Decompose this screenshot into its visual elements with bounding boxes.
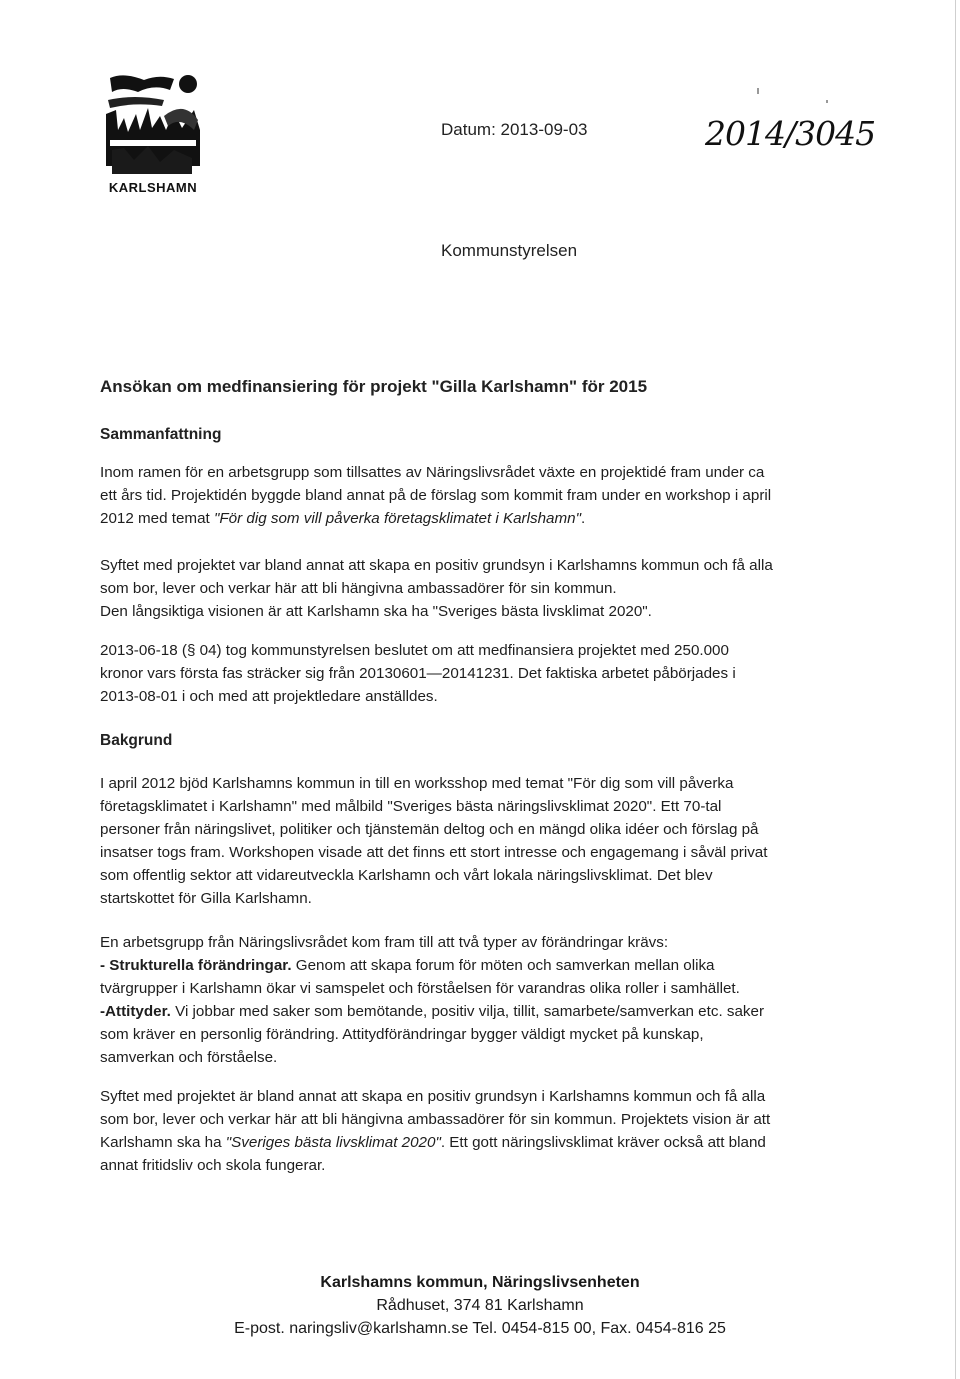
- text-line: 2013-08-01 i och med att projektledare anställdes.: [100, 688, 438, 705]
- text-line: [100, 1131, 860, 1154]
- text-line: som offentlig sektor att vidareutveckla Karlshamn och vårt lokala näringslivsklimat. Det blev: [100, 867, 713, 884]
- handwritten-diary-number: 2014/3045: [705, 114, 876, 153]
- text-line: Den långsiktiga visionen är att Karlshamn ska ha "Sveriges bästa livsklimat 2020".: [100, 603, 652, 620]
- background-paragraph-2: [100, 931, 860, 1069]
- scan-speck: [757, 88, 759, 94]
- text-line: [100, 507, 860, 530]
- scan-speck: [826, 100, 828, 103]
- text-line: ett års tid. Projektidén byggde bland annat på de förslag som kommit fram under en workshop i april: [100, 487, 772, 504]
- text-line: tvärgrupper i Karlshamn ökar vi samspelet och förståelsen för varandras olika roller i samhället.: [100, 980, 740, 997]
- text-run: . Ett gott näringslivsklimat kräver också att bland: [440, 1134, 766, 1151]
- document-date: Datum: 2013-09-03: [441, 120, 588, 139]
- text-line: kronor vars första fas sträcker sig från 20130601—20141231. Det faktiska arbetet påbörjades i: [100, 665, 736, 682]
- summary-paragraph-3: [100, 639, 860, 708]
- text-run: Karlshamn ska ha: [100, 1134, 226, 1151]
- summary-paragraph-1: [100, 461, 860, 530]
- footer-address: Rådhuset, 374 81 Karlshamn: [376, 1297, 584, 1314]
- text-line: En arbetsgrupp från Näringslivsrådet kom fram till att två typer av förändringar krävs:: [100, 934, 669, 951]
- text-line: insatser togs fram. Workshopen visade att det finns ett stort intresse och engagemang i såväl privat: [100, 844, 768, 861]
- text-run: Genom att skapa forum för möten och samverkan mellan olika: [291, 957, 715, 974]
- karlshamn-logo: [104, 70, 202, 196]
- text-line: som kräver en personlig förändring. Attitydförändringar bygger väldigt mycket på kunskap,: [100, 1026, 704, 1043]
- workshop-theme-italic: "För dig som vill påverka företagsklimatet i Karlshamn": [213, 510, 581, 527]
- text-run: 2012 med temat: [100, 510, 214, 527]
- text-line: företagsklimatet i Karlshamn" med målbild "Sveriges bästa näringslivsklimat 2020". Ett 70-tal: [100, 798, 722, 815]
- text-line: Syftet med projektet var bland annat att skapa en positiv grundsyn i Karlshamns kommun och få alla: [100, 557, 773, 574]
- text-line: [100, 954, 860, 977]
- summary-paragraph-2: [100, 554, 860, 623]
- text-line: startskottet för Gilla Karlshamn.: [100, 890, 312, 907]
- text-line: personer från näringslivet, politiker och tjänstemän deltog och en mängd olika idéer och förslag på: [100, 821, 759, 838]
- text-line: [100, 1000, 860, 1023]
- scan-edge-line: [955, 0, 956, 1379]
- text-run: Vi jobbar med saker som bemötande, positiv vilja, tillit, samarbete/samverkan etc. saker: [170, 1003, 765, 1020]
- text-line: 2013-06-18 (§ 04) tog kommunstyrelsen beslutet om att medfinansiera projektet med 250.000: [100, 642, 729, 659]
- text-line: som bor, lever och verkar här att bli hängivna ambassadörer för sin kommun.: [100, 580, 617, 597]
- footer-organization: Karlshamns kommun, Näringslivsenheten: [320, 1274, 640, 1291]
- background-paragraph-3: [100, 1085, 860, 1177]
- recipient: Kommunstyrelsen: [441, 241, 578, 260]
- logo-text: KARLSHAMN: [108, 180, 198, 195]
- letter-footer: [0, 1271, 960, 1340]
- background-paragraph-1: [100, 772, 860, 910]
- attitudes-label: -Attityder.: [100, 1003, 171, 1020]
- text-line: Inom ramen för en arbetsgrupp som tillsattes av Näringslivsrådet växte en projektidé fram under ca: [100, 464, 765, 481]
- footer-contact: E-post. naringsliv@karlshamn.se Tel. 0454-815 00, Fax. 0454-816 25: [234, 1320, 726, 1337]
- summary-heading: Sammanfattning: [100, 426, 222, 443]
- text-line: samverkan och förståelse.: [100, 1049, 278, 1066]
- document-title: Ansökan om medfinansiering för projekt "Gilla Karlshamn" för 2015: [100, 377, 648, 396]
- structural-changes-label: - Strukturella förändringar.: [100, 957, 292, 974]
- vision-italic: "Sveriges bästa livsklimat 2020": [225, 1134, 441, 1151]
- text-line: annat fritidsliv och skola fungerar.: [100, 1157, 326, 1174]
- text-run: .: [580, 510, 586, 527]
- text-line: Syftet med projektet är bland annat att skapa en positiv grundsyn i Karlshamns kommun och få alla: [100, 1088, 766, 1105]
- background-heading: Bakgrund: [100, 732, 173, 749]
- text-line: som bor, lever och verkar här att bli hängivna ambassadörer för sin kommun. Projektets vision är att: [100, 1111, 771, 1128]
- text-line: I april 2012 bjöd Karlshamns kommun in till en worksshop med temat "För dig som vill påverka: [100, 775, 734, 792]
